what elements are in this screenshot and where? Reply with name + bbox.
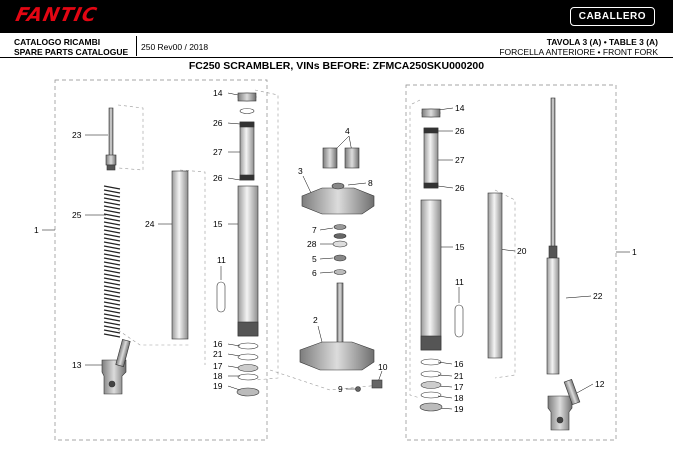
callout-right-foot: 12 <box>595 379 605 389</box>
callout-clamp-bolt: 9 <box>338 384 343 394</box>
left-washer-part <box>240 109 254 114</box>
leader-line <box>320 272 333 273</box>
callout-right-oil-seal: 17 <box>454 382 464 392</box>
revision-label: 250 Rev00 / 2018 <box>141 42 209 52</box>
right-fork-foot-part <box>548 379 580 430</box>
callout-left-dust-seal: 19 <box>213 381 223 391</box>
left-top-cap-part <box>238 93 256 101</box>
callout-left-seal-ring-b: 18 <box>213 371 223 381</box>
callout-left-outer-tube: 15 <box>213 219 223 229</box>
callout-right-spacer: 27 <box>455 155 465 165</box>
callout-stem-washer: 28 <box>307 239 317 249</box>
leader-line <box>303 176 312 195</box>
guide-right-tube <box>410 100 420 398</box>
right-outer-tube-part <box>421 200 441 350</box>
callout-right-upper-oring: 26 <box>455 126 465 136</box>
left-fork-assembly-box <box>55 80 267 440</box>
callout-right-top-cap: 14 <box>455 103 465 113</box>
brand-logo: FANTIC <box>13 4 100 26</box>
right-inner-tube-part <box>547 98 559 374</box>
callout-left-fork: 1 <box>34 225 39 235</box>
callout-right-outer-tube: 15 <box>455 242 465 252</box>
callout-damper-rod: 23 <box>72 130 82 140</box>
callout-left-foot: 13 <box>72 360 82 370</box>
left-spacer-part <box>240 122 254 180</box>
callout-right-inner-rod: 20 <box>517 246 527 256</box>
callout-right-bushing: 21 <box>454 371 464 381</box>
callout-left-seal-ring-a: 16 <box>213 339 223 349</box>
leader-line <box>320 228 333 230</box>
leader-line <box>228 386 240 390</box>
callout-left-top-cap: 14 <box>213 88 223 98</box>
callout-left-upper-oring: 26 <box>213 118 223 128</box>
upper-triple-clamp-part <box>302 188 374 214</box>
callout-left-spacer: 27 <box>213 147 223 157</box>
callout-right-seal-ring-a: 16 <box>454 359 464 369</box>
right-inner-rod-part <box>488 193 502 358</box>
right-top-cap-part <box>422 109 440 117</box>
callout-upper-clamp: 3 <box>298 166 303 176</box>
clamp-bolt-part <box>356 387 361 392</box>
table-reference: TAVOLA 3 (A) • TABLE 3 (A) <box>546 37 658 47</box>
catalog-title-en: SPARE PARTS CATALOGUE <box>14 47 129 57</box>
left-lower-oring-part <box>240 175 254 180</box>
left-fork-foot-part <box>102 339 130 394</box>
cable-guide-part <box>372 380 382 388</box>
left-outer-tube-part <box>238 186 258 336</box>
leader-line <box>318 326 322 342</box>
right-dust-wiper-part <box>455 305 463 337</box>
section-name: FORCELLA ANTERIORE • FRONT FORK <box>499 47 658 57</box>
left-seal-stack <box>237 343 259 396</box>
leader-line <box>320 258 333 259</box>
callout-left-bushing: 21 <box>213 349 223 359</box>
leader-line <box>566 296 591 298</box>
left-upper-oring-part <box>240 122 254 127</box>
left-dust-wiper-part <box>217 282 225 312</box>
right-tube-base-part <box>421 336 441 350</box>
callout-left-dust-wiper: 11 <box>217 255 226 265</box>
catalog-title-it: CATALOGO RICAMBI <box>14 37 101 47</box>
callout-left-lower-oring: 26 <box>213 173 223 183</box>
callout-stem-dust-seal: 6 <box>312 268 317 278</box>
callout-bearing: 7 <box>312 225 317 235</box>
steering-stem-part <box>337 283 343 343</box>
callout-steering-nut: 5 <box>312 254 317 264</box>
guide-top-cap <box>255 90 278 380</box>
leader-line <box>438 186 453 188</box>
stem-washer-part <box>333 241 347 247</box>
callout-lower-clamp: 2 <box>313 315 318 325</box>
leader-line <box>228 178 240 180</box>
fork-spring-part <box>104 185 120 340</box>
guide-clamp-left <box>270 370 380 390</box>
leader-line <box>228 93 238 95</box>
left-tube-base-part <box>238 322 258 336</box>
leader-line <box>575 384 593 394</box>
steering-top-nut-part <box>332 183 344 189</box>
callout-left-oil-seal: 17 <box>213 361 223 371</box>
damper-rod-part <box>106 108 116 170</box>
callout-spring: 25 <box>72 210 82 220</box>
right-spacer-part <box>424 128 438 188</box>
stem-dust-seal-part <box>334 270 346 275</box>
model-badge: CABALLERO <box>570 7 655 26</box>
leader-line <box>228 354 240 356</box>
callout-left-inner-rod: 24 <box>145 219 155 229</box>
callout-right-seal-ring-b: 18 <box>454 393 464 403</box>
left-inner-rod-part <box>172 171 188 339</box>
callout-right-inner-tube: 22 <box>593 291 603 301</box>
handlebar-clamp-parts <box>323 148 359 168</box>
right-lower-oring-part <box>424 183 438 188</box>
right-seal-stack <box>420 359 442 411</box>
callout-cable-guide: 10 <box>378 362 388 372</box>
callout-right-lower-oring: 26 <box>455 183 465 193</box>
guide-rod-spring <box>118 105 143 170</box>
right-upper-oring-part <box>424 128 438 133</box>
callout-handlebar-clamps: 4 <box>345 126 350 136</box>
steering-nut-part <box>334 255 346 261</box>
page-title: FC250 SCRAMBLER, VINs BEFORE: ZFMCA250SKU000200 <box>188 60 485 72</box>
leader-line <box>348 183 366 185</box>
leader-line <box>228 123 240 124</box>
callout-right-dust-seal: 19 <box>454 404 464 414</box>
callout-right-dust-wiper: 11 <box>455 277 464 287</box>
lower-triple-clamp-part <box>300 342 374 370</box>
bearing-part <box>334 225 346 230</box>
callout-right-fork: 1 <box>632 247 637 257</box>
bearing-race-part <box>334 234 346 239</box>
callout-steering-top-nut: 8 <box>368 178 373 188</box>
